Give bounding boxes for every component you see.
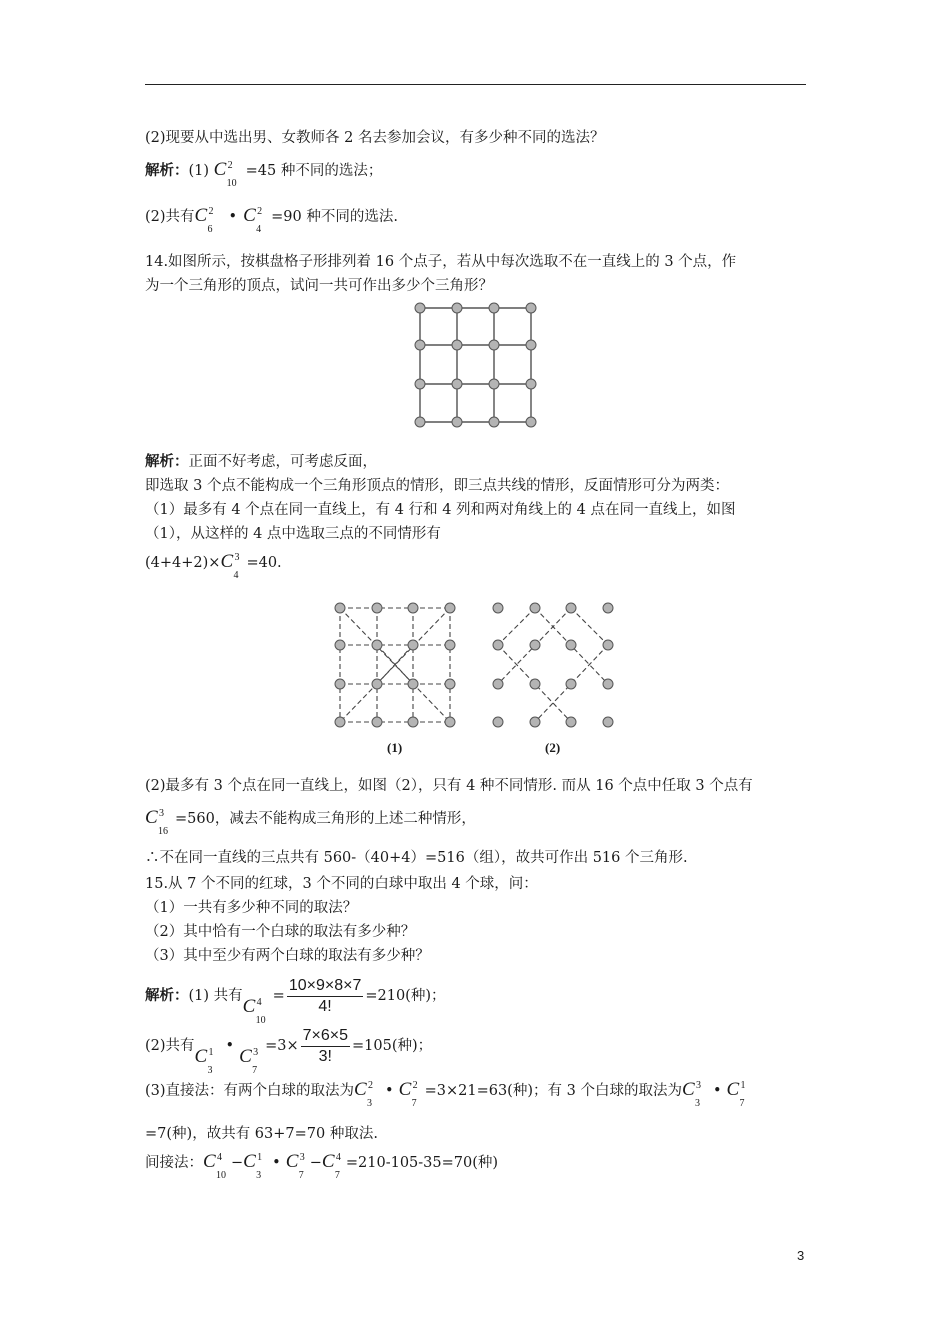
fraction: $\frac{10\times 9\times 8\times 7}{4!}$ [288, 976, 362, 1015]
dot-operator: • [272, 1155, 281, 1171]
combination-c10-4: C 4 10 [242, 996, 266, 1026]
solution-14-part2-line2 [145, 807, 810, 837]
combination-c10-2: C 2 10 [213, 159, 237, 189]
text: =210-105-35=70(种) [345, 1155, 499, 1171]
question-15-part1 [145, 898, 810, 918]
combination-c7-1: C 1 7 [726, 1079, 746, 1109]
combination-c16-3: C 3 16 [145, 807, 168, 837]
minus-operator: − [309, 1155, 322, 1171]
solution-13-part1 [145, 159, 810, 189]
text: 14.如图所示，按棋盘格子形排列着 16 个点子，若从中每次选取不在一直线上的 3 个点，作 [145, 254, 737, 270]
text: 15.从 7 个不同的红球，3 个不同的白球中取出 4 个球，问： [145, 876, 538, 892]
text: （2）其中恰有一个白球的取法有多少种？ [145, 924, 416, 940]
question-15-part2 [145, 922, 810, 942]
solution-label: 解析： [145, 163, 189, 179]
solution-14-line3 [145, 500, 810, 520]
combination-c7-2: C 2 7 [398, 1079, 418, 1109]
combination-c3-1: C 1 3 [243, 1151, 263, 1181]
solution-15-part2 [145, 1024, 810, 1076]
text: （1），从这样的 4 点中选取三点的不同情形有 [145, 526, 441, 542]
text: （1）最多有 4 个点在同一直线上，有 4 行和 4 列和两对角线上的 4 点在同一直线上，如图 [145, 502, 736, 518]
solution-15-part3-line2 [145, 1124, 810, 1144]
text: (2)共有 [145, 209, 195, 225]
text: (1) [188, 163, 214, 179]
question-14-line2 [145, 276, 810, 296]
text: ∴不在同一直线的三点共有 560-（40+4）=516（组），故共可作出 516 个三角形. [145, 850, 688, 866]
solution-15-part3 [145, 1079, 810, 1109]
solution-label: 解析： [145, 454, 189, 470]
question-15-part3 [145, 946, 810, 966]
solution-15-part1: 解析：(1) 共有C 4 10 = $\frac{10\times 9\times 8\times 7}{4!}$ =210(种)； [145, 976, 446, 1026]
combination-c4-3: C 3 4 [220, 551, 240, 581]
text: =45 种不同的选法； [245, 163, 383, 179]
solution-14-line2 [145, 476, 810, 496]
dot-operator: • [225, 1038, 235, 1054]
text: =40. [246, 555, 282, 571]
combination-c6-2: C 2 6 [194, 205, 214, 235]
text: 即选取 3 个点不能构成一个三角形顶点的情形，即三点共线的情形，反面情形可分为两类： [145, 478, 729, 494]
combination-c7-4: C 4 7 [321, 1151, 341, 1181]
page-number: 3 [797, 1248, 805, 1263]
dot-operator: • [712, 1083, 722, 1099]
text: =3× [265, 1038, 299, 1054]
combination-c4-2: C 2 4 [243, 205, 263, 235]
combination-c3-3: C 3 3 [681, 1079, 701, 1109]
text: (2)最多有 3 个点在同一直线上，如图（2），只有 4 种不同情形. 而从 16 个点中任取 3 个点有 [145, 778, 753, 794]
figure-1-collinear-lines [330, 598, 460, 730]
minus-operator: − [231, 1155, 244, 1171]
text: (3)直接法：有两个白球的取法为 [145, 1083, 355, 1099]
text: （1）一共有多少种不同的取法？ [145, 900, 358, 916]
combination-c3-2: C 2 3 [354, 1079, 374, 1109]
text: (1) 共有 [188, 988, 243, 1004]
combination-c7-3: C 3 7 [239, 1046, 259, 1076]
solution-14-line4 [145, 524, 810, 544]
text: =3×21=63(种)；有 3 个白球的取法为 [424, 1083, 682, 1099]
text: =210(种)； [365, 988, 446, 1004]
text: (2)共有 [145, 1038, 195, 1054]
text: （3）其中至少有两个白球的取法有多少种？ [145, 948, 430, 964]
solution-14-part2 [145, 776, 810, 796]
text: (2)现要从中选出男、女教师各 2 名去参加会议，有多少种不同的选法？ [145, 130, 605, 146]
dot-operator: • [385, 1083, 394, 1099]
text: (4+4+2)× [145, 555, 221, 571]
text: =105(种)； [352, 1038, 433, 1054]
solution-14-line5 [145, 551, 810, 581]
text: =7(种)，故共有 63+7=70 种取法. [145, 1126, 378, 1142]
question-13-part2 [145, 128, 810, 148]
solution-14-conclusion [145, 848, 810, 868]
dot-operator: • [228, 209, 238, 225]
figure-1-caption: (1) [387, 740, 403, 755]
figure-2-three-point-lines [488, 598, 618, 730]
text: 正面不好考虑，可考虑反面， [188, 454, 377, 470]
question-14-line1 [145, 252, 810, 272]
combination-c3-1: C 1 3 [194, 1046, 214, 1076]
text: =560，减去不能构成三角形的上述二种情形， [175, 811, 476, 827]
combination-c7-3: C 3 7 [285, 1151, 305, 1181]
dot-grid-figure [410, 300, 542, 432]
combination-c10-4: C 4 10 [203, 1151, 226, 1181]
solution-13-part2 [145, 205, 810, 235]
text: 间接法： [145, 1155, 203, 1171]
solution-15-indirect [145, 1151, 810, 1181]
text: =90 种不同的选法. [271, 209, 398, 225]
figure-2-caption: (2) [545, 740, 561, 755]
fraction: $\frac{7\times 6\times 5}{3!}$ [302, 1026, 349, 1065]
question-15 [145, 874, 810, 894]
text: 为一个三角形的顶点，试问一共可作出多少个三角形？ [145, 278, 493, 294]
solution-14-intro [145, 452, 810, 472]
solution-label: 解析： [145, 988, 189, 1004]
header-rule [145, 84, 806, 85]
